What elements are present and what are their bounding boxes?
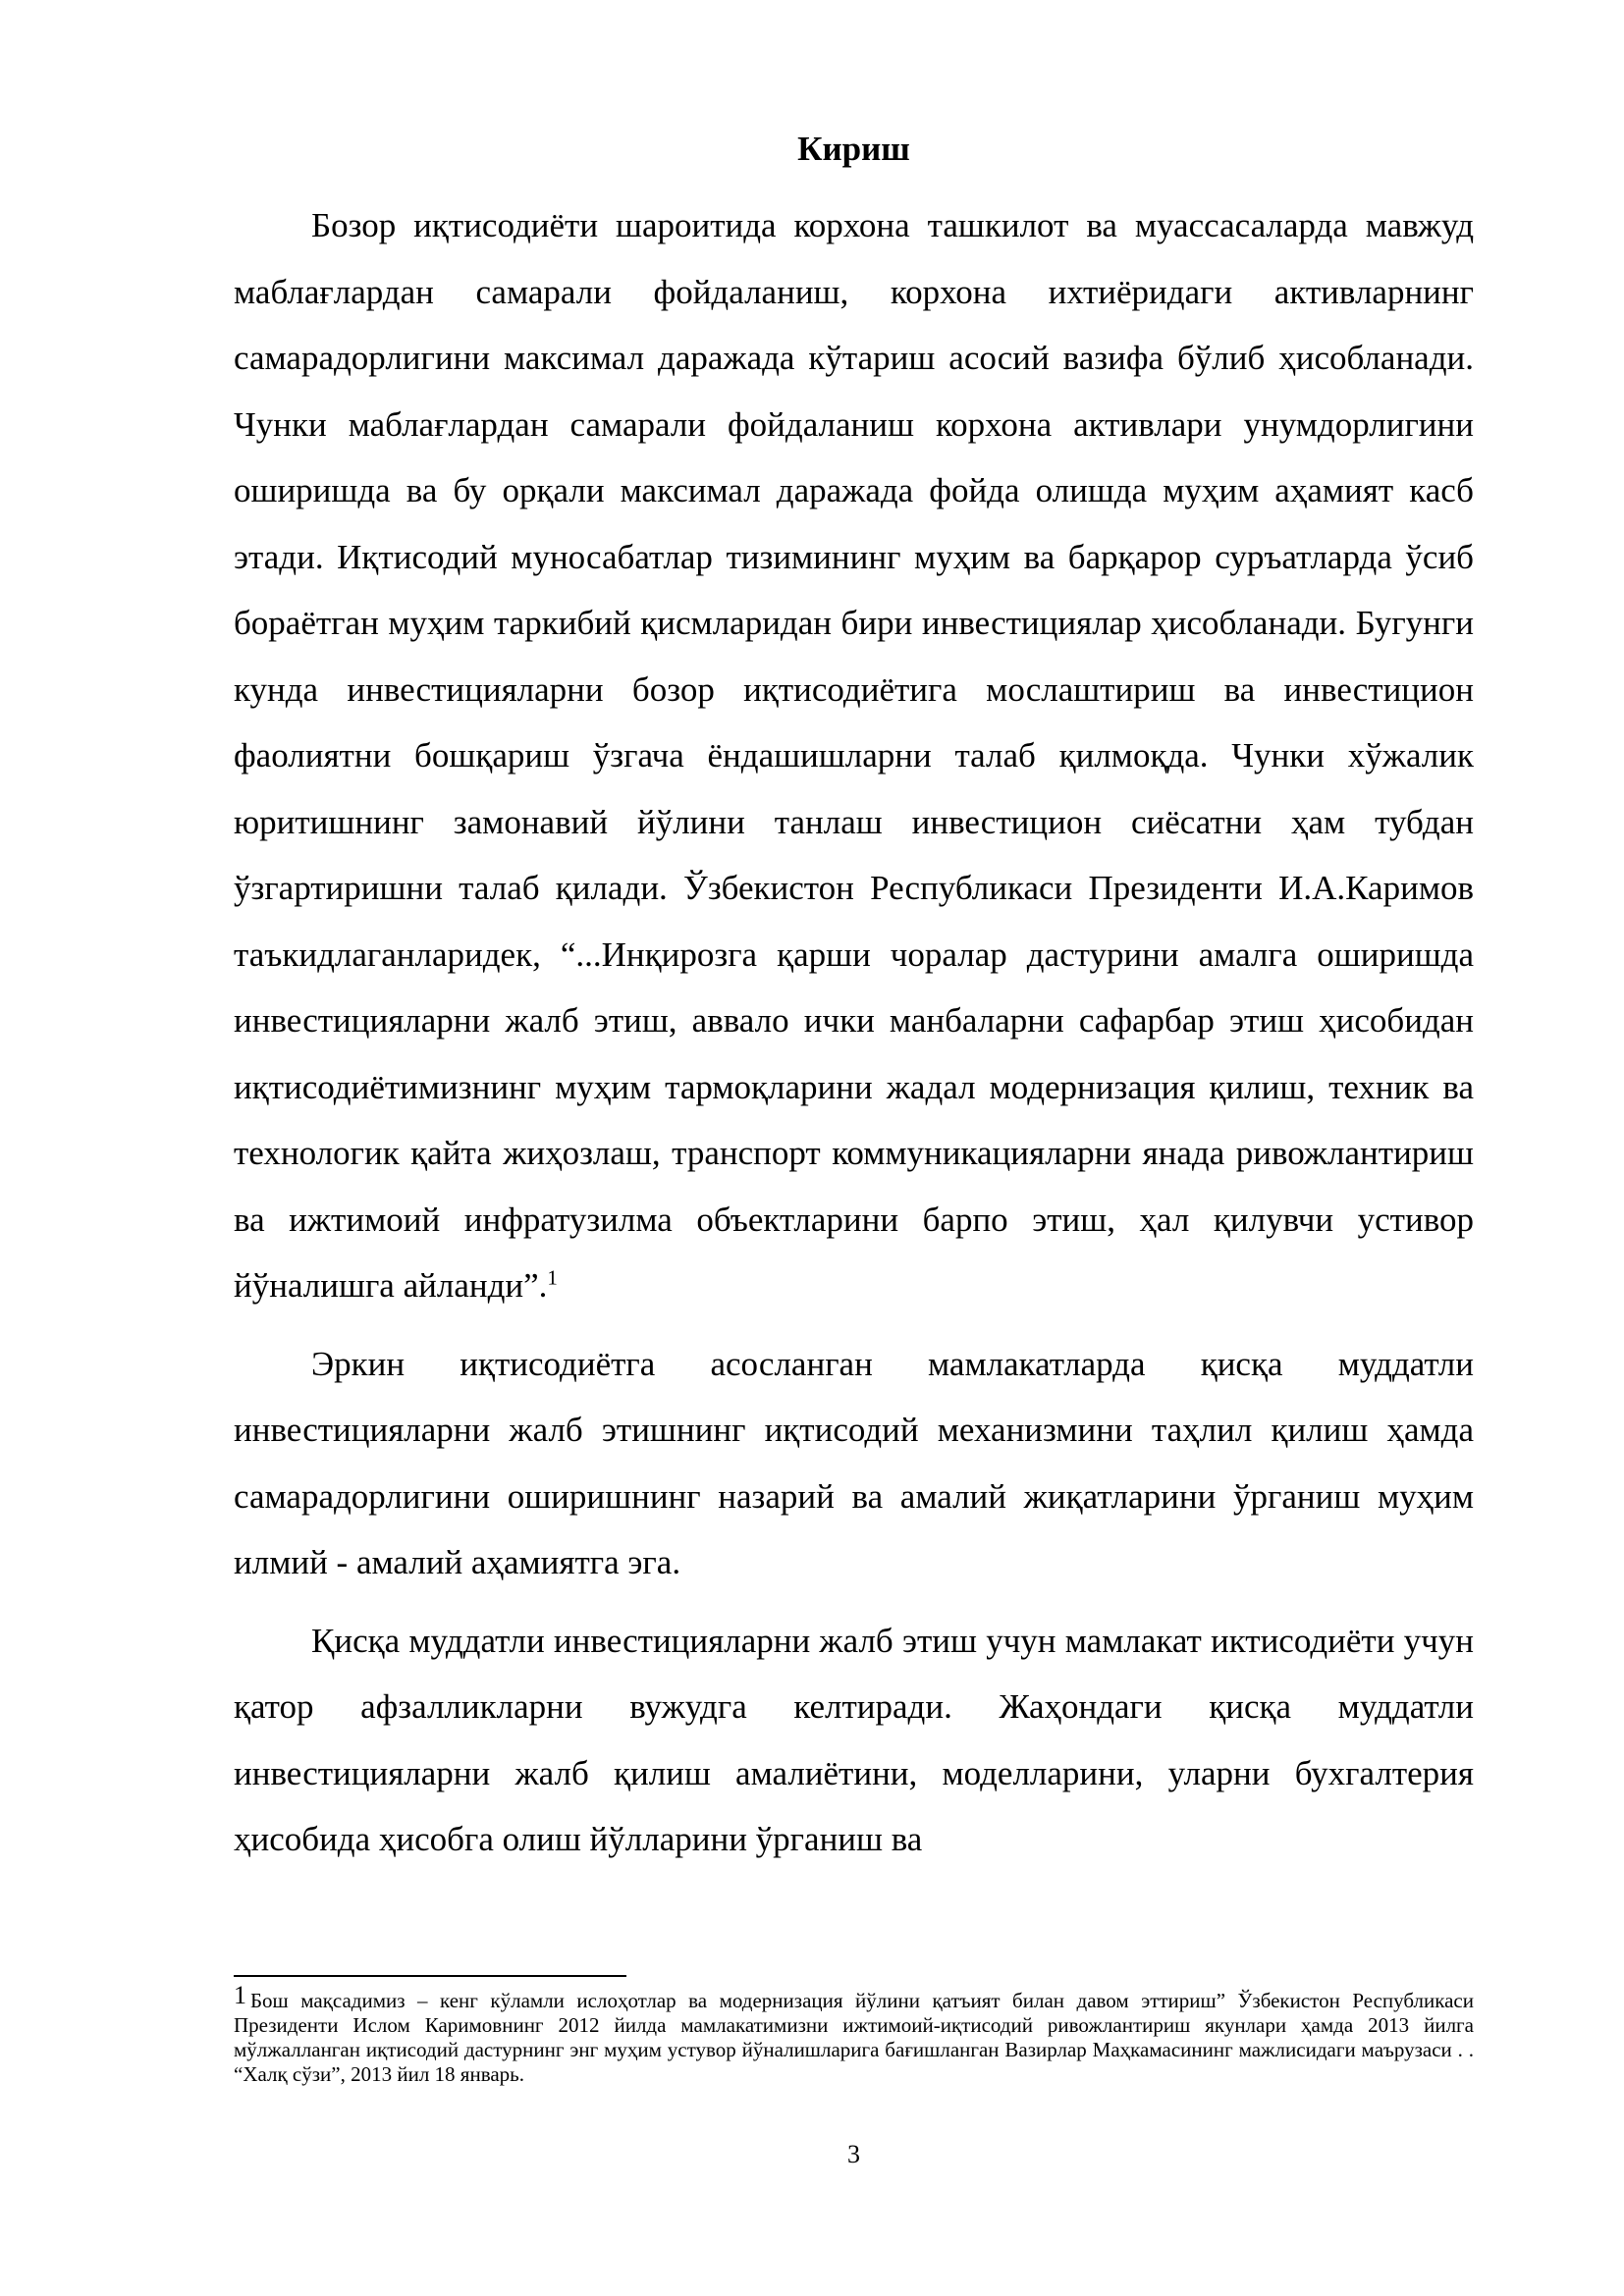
footnote-marker: 1 [234, 1981, 246, 2009]
footnote-text: Бош мақсадимиз – кенг кўламли ислоҳотлар ва модернизация йўлини қатъият билан давом эттириш” Ўзбекистон Республикаси Президенти Ислом Каримовнинг 2012 йилда мамлакатимизни ижтимоий-иқтисодий ривожлантириш якунлари ҳамда 2013 йилга мўлжалланган иқтисодий дастурнинг энг муҳим устувор йўналишларига бағишланган Вазирлар Маҳкамасининг мажлисидаги маърузаси . . “Халқ сўзи”, 2013 йил 18 январь. [234, 1989, 1474, 2086]
section-title: Кириш [797, 130, 910, 168]
paragraph-text: Бозор иқтисодиёти шароитида корхона ташкилот ва муассасаларда мавжуд маблағлардан самарали фойдаланиш, корхона ихтиёридаги активларнинг самарадорлигини максимал даражада кўтариш асосий вазифа бўлиб ҳисобланади. Чунки маблағлардан самарали фойдаланиш корхона активлари унумдорлигини оширишда ва бу орқали максимал даражада фойда олишда муҳим аҳамият касб этади. Иқтисодий муносабатлар тизимининг муҳим ва барқарор суръатларда ўсиб бораётган муҳим таркибий қисмларидан бири инвестициялар ҳисобланади. Бугунги кунда инвестицияларни бозор иқтисодиётига мослаштириш ва инвестицион фаолиятни бошқариш ўзгача ёндашишларни талаб қилмоқда. Чунки хўжалик юритишнинг замонавий йўлини танлаш инвестицион сиёсатни ҳам тубдан ўзгартиришни талаб қилади. Ўзбекистон Республикаси Президенти И.А.Каримов таъкидлаганларидек, “...Инқирозга қарши чоралар дастурини амалга оширишда инвестицияларни жалб этиш, аввало ички манбаларни сафарбар этиш ҳисобидан иқтисодиётимизнинг муҳим тармоқларини жадал модернизация қилиш, техник ва технологик қайта жиҳозлаш, транспорт коммуникацияларни янада ривожлантириш ва ижтимоий инфратузилма объектларини барпо этиш, ҳал қилувчи устивор йўналишга айланди”. [234, 206, 1474, 1305]
footnote-separator [234, 1975, 626, 1977]
paragraph-second [234, 1331, 1474, 1596]
paragraph-text: Эркин иқтисодиётга асосланган мамлакатларда қисқа муддатли инвестицияларни жалб этишнинг иқтисодий механизмини таҳлил қилиш ҳамда самарадорлигини оширишнинг назарий ва амалий жиқатларини ўрганиш муҳим илмий - амалий аҳамиятга эга. [234, 1344, 1474, 1581]
paragraph-third [234, 1608, 1474, 1873]
footnote-reference[interactable]: 1 [547, 1265, 558, 1290]
paragraph-text: Қисқа муддатли инвестицияларни жалб этиш учун мамлакат иктисодиёти учун қатор афзалликларни вужудга келтиради. Жаҳондаги қисқа муддатли инвестицияларни жалб қилиш амалиётини, моделларини, уларни бухгалтерия ҳисобида ҳисобга олиш йўлларини ўрганиш ва [234, 1621, 1474, 1858]
body-text [234, 192, 1474, 1873]
footnote [234, 1981, 1474, 2087]
page-number: 3 [847, 2140, 860, 2168]
paragraph-intro [234, 192, 1474, 1319]
